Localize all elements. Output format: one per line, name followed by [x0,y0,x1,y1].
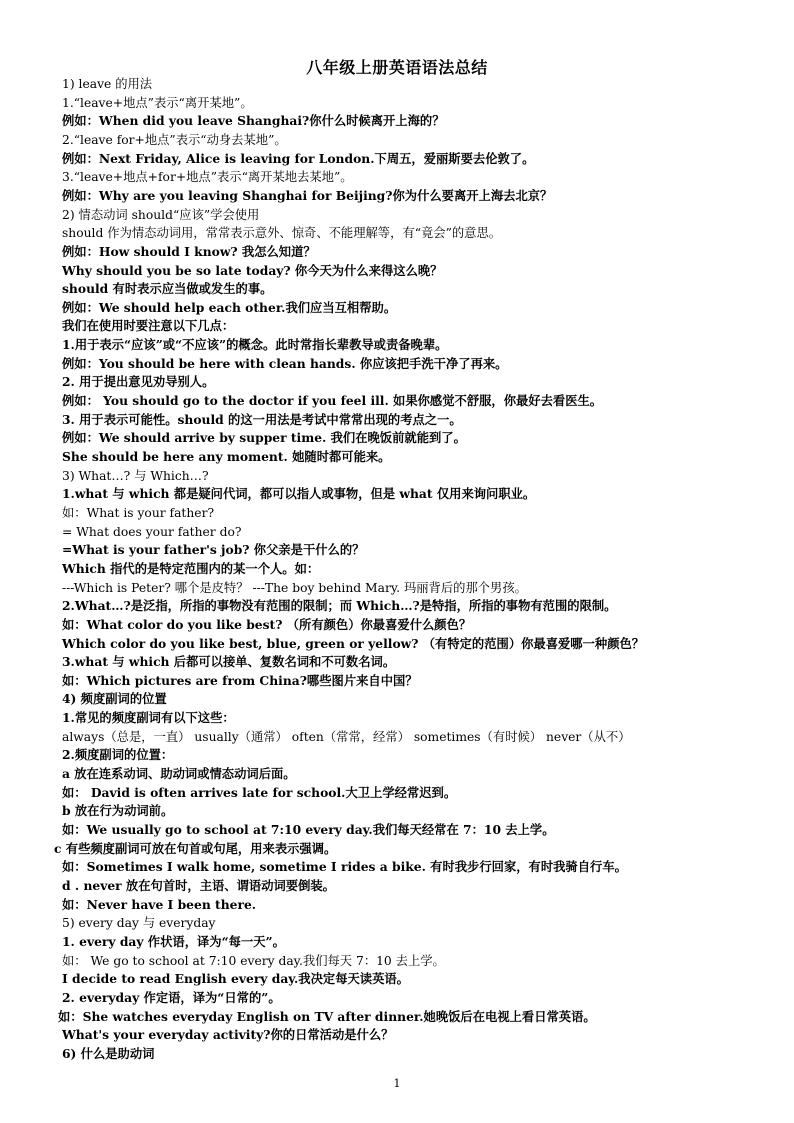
text-line: 1.常见的频度副词有以下这些： [62,710,235,726]
text-line: 1.“leave+地点”表示“离开某地”。 [62,95,253,110]
text-line: = What does your father do? [62,524,242,539]
text-line: 例如：Next Friday, Alice is leaving for London.下周五，爱丽斯要去伦敦了。 [62,150,535,166]
text-line: =What is your father's job? 你父亲是干什么的？ [62,542,365,558]
text-line: 例如：You should be here with clean hands. 你应该把手洗干净了再来。 [62,355,508,371]
text-line: 如：Never have I been there. [62,896,257,912]
text-line: 3.“leave+地点+for+地点”表示“离开某地去某地”。 [62,170,353,185]
text-line: 如： David is often arrives late for school.大卫上学经常迟到。 [62,784,457,800]
text-line: 3) What…? 与 Which…? [62,468,209,483]
text-line: 如： We go to school at 7:10 every day.我们每天 7：10 去上学。 [62,953,445,968]
text-line: Why should you be so late today? 你今天为什么来得这么晚？ [62,262,443,278]
text-line: 2. 用于提出意见劝导别人。 [62,374,215,390]
text-line: should 有时表示应当做或发生的事。 [62,281,273,297]
text-line: 2.“leave for+地点”表示“动身去某地”。 [62,132,287,147]
text-line: 例如：How should I know? 我怎么知道？ [62,243,316,259]
text-line: b 放在行为动词前。 [62,803,174,819]
text-line: ---Which is Peter? 哪个是皮特？ ---The boy behind Mary. 玛丽背后的那个男孩。 [62,580,527,595]
text-line: 1) leave 的用法 [62,77,153,91]
text-line: 如：What color do you like best? （所有颜色）你最喜爱什么颜色？ [62,616,472,632]
text-line: 3.what 与 which 后都可以接单、复数名词和不可数名词。 [62,654,396,670]
text-line: 4) 频度副词的位置 [62,691,167,707]
text-line: 例如：We should arrive by supper time. 我们在晚饭前就能到了。 [62,430,466,446]
text-line: 1. every day 作状语，译为“每一天”。 [62,933,285,949]
text-line: 例如：Why are you leaving Shanghai for Beijing?你为什么要离开上海去北京？ [62,187,553,203]
text-line: She should be here any moment. 她随时都可能来。 [62,449,391,464]
text-line: I decide to read English every day.我决定每天读英语。 [62,971,409,987]
text-line: c 有些频度副词可放在句首或句尾，用来表示强调。 [54,840,337,856]
page-number: 1 [393,1077,401,1090]
text-line: 如：She watches everyday English on TV after dinner.她晚饭后在电视上看日常英语。 [58,1008,596,1024]
text-line: should 作为情态动词用，常常表示意外、惊奇、不能理解等，有“竟会”的意思。 [62,226,502,241]
text-line: 我们在使用时要注意以下几点： [62,318,235,334]
text-line: Which color do you like best, blue, green or yellow? （有特定的范围）你最喜爱哪一种颜色？ [62,635,645,651]
text-line: 2.What…?是泛指，所指的事物没有范围的限制；而 Which…?是特指，所指的事物有范围的限制。 [62,598,617,614]
text-line: always（总是，一直） usually（通常） often（常常，经常） sometimes（有时候） never（从不） [62,729,631,744]
text-line: 例如： You should go to the doctor if you feel ill. 如果你感觉不舒服，你最好去看医生。 [62,393,603,409]
text-line: 2.频度副词的位置： [62,747,174,763]
page-title: 八年级上册英语语法总结 [306,58,488,77]
text-line: 如：What is your father? [62,505,215,520]
text-line: 如：We usually go to school at 7:10 every day.我们每天经常在 7：10 去上学。 [62,822,555,837]
text-line: 例如：We should help each other.我们应当互相帮助。 [62,299,397,315]
text-line: 2) 情态动词 should“应该”学会使用 [62,207,260,222]
text-line: 2. everyday 作定语，译为“日常的”。 [62,989,281,1005]
text-line: a 放在连系动词、助动词或情态动词后面。 [62,766,296,782]
text-line: 6) 什么是助动词 [62,1045,155,1061]
text-line: What's your everyday activity?你的日常活动是什么？ [62,1027,394,1043]
text-line: d . never 放在句首时，主语、谓语动词要倒装。 [62,877,335,893]
text-line: 例如：When did you leave Shanghai?你什么时候离开上海的？ [62,113,445,129]
text-line: 如：Sometimes I walk home, sometime I rides a bike. 有时我步行回家，有时我骑自行车。 [62,859,627,875]
text-line: 1.用于表示“应该”或“不应该”的概念。此时常指长辈教导或责备晚辈。 [62,337,448,353]
text-line: 如：Which pictures are from China?哪些图片来自中国？ [62,672,418,688]
text-line: 3. 用于表示可能性。should 的这一用法是考试中常常出现的考点之一。 [62,411,462,427]
text-line: Which 指代的是特定范围内的某一个人。如： [62,560,320,576]
text-line: 1.what 与 which 都是疑问代词，都可以指人或事物，但是 what 仅用来询问职业。 [62,486,536,502]
text-line: 5) every day 与 everyday [62,916,216,931]
